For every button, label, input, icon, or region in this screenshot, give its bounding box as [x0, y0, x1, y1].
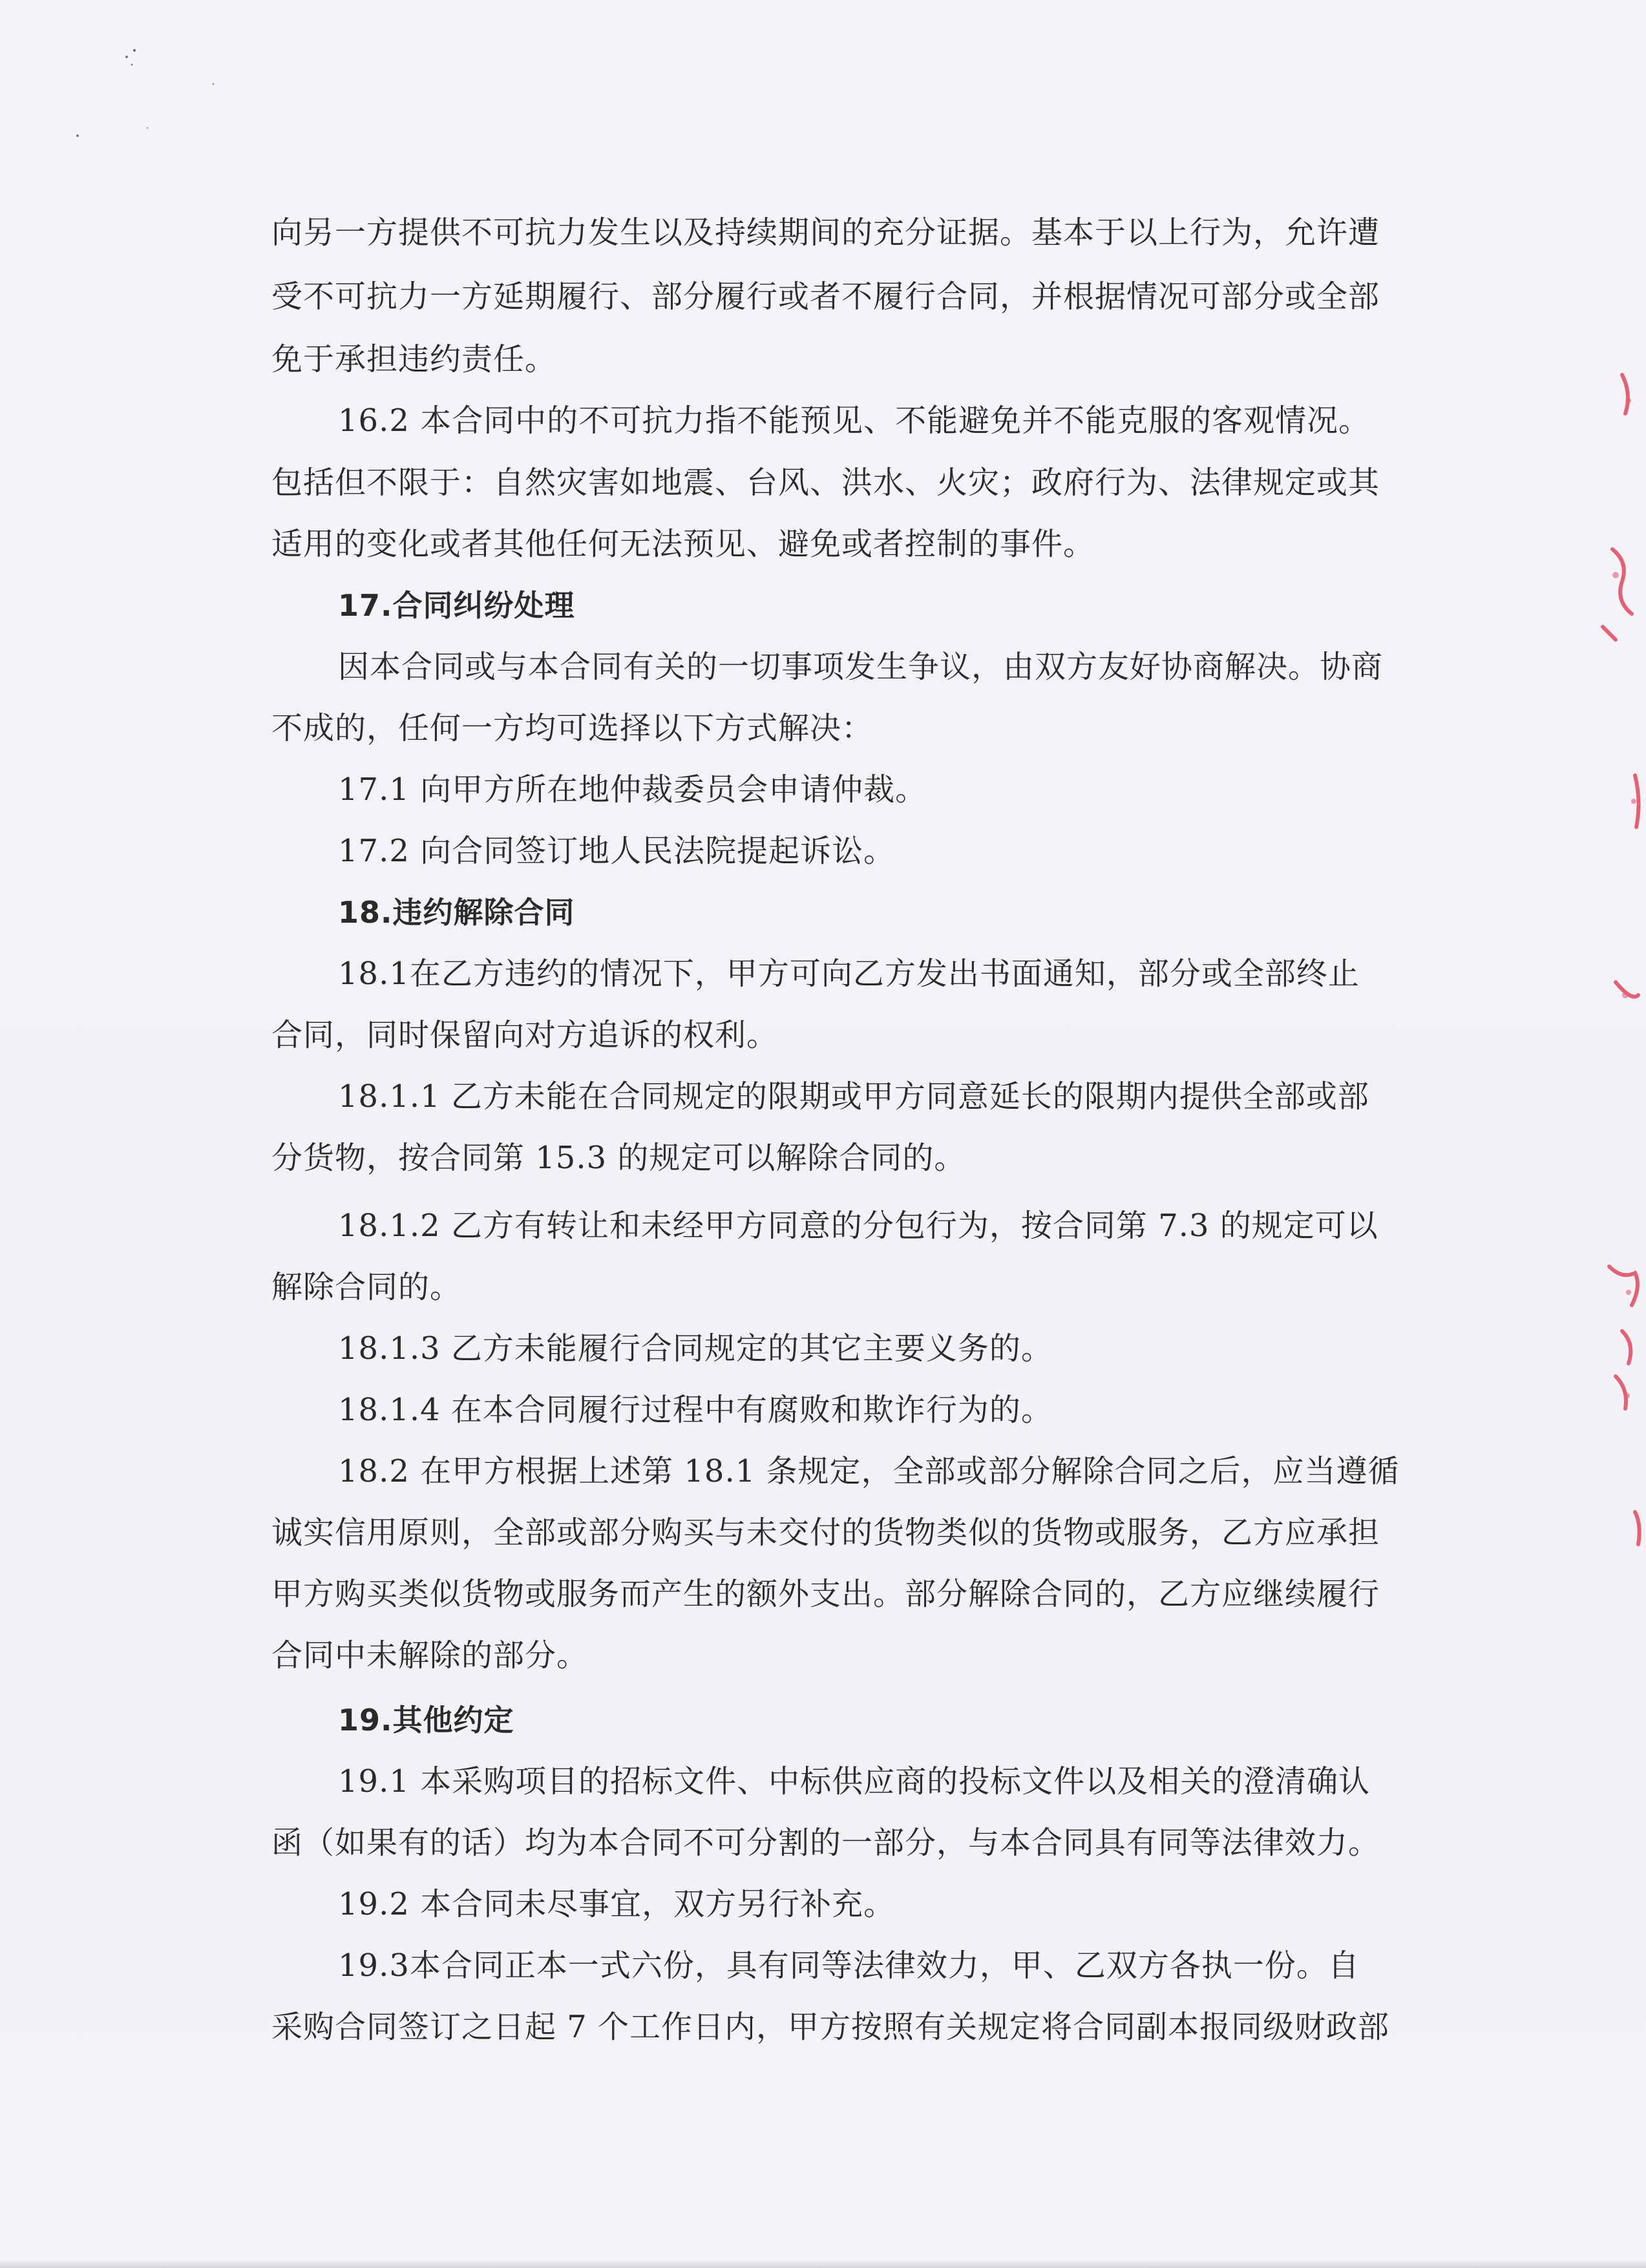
- text-line: 受不可抗力一方延期履行、部分履行或者不履行合同，并根据情况可部分或全部: [271, 278, 1380, 315]
- text-line: 18.1.1 乙方未能在合同规定的限期或甲方同意延长的限期内提供全部或部: [338, 1078, 1369, 1115]
- section-heading: 17.合同纠纷处理: [338, 588, 575, 623]
- text-line: 合同，同时保留向对方追诉的权利。: [271, 1017, 779, 1053]
- text-line: 解除合同的。: [271, 1269, 462, 1305]
- text-line: 因本合同或与本合同有关的一切事项发生争议，由双方友好协商解决。协商: [338, 649, 1384, 685]
- text-line: 分货物，按合同第 15.3 的规定可以解除合同的。: [271, 1140, 966, 1176]
- text-line: 适用的变化或者其他任何无法预见、避免或者控制的事件。: [271, 526, 1095, 562]
- text-line: 18.1在乙方违约的情况下，甲方可向乙方发出书面通知，部分或全部终止: [338, 956, 1360, 992]
- section-heading: 18.违约解除合同: [338, 895, 575, 930]
- text-line: 函（如果有的话）均为本合同不可分割的一部分，与本合同具有同等法律效力。: [271, 1825, 1380, 1861]
- text-line: 合同中未解除的部分。: [271, 1637, 589, 1674]
- seal-stamp-icon: [1577, 336, 1646, 1564]
- text-line: 18.1.2 乙方有转让和未经甲方同意的分包行为，按合同第 7.3 的规定可以: [338, 1208, 1378, 1244]
- text-line: 免于承担违约责任。: [271, 341, 557, 377]
- text-line: 不成的，任何一方均可选择以下方式解决：: [271, 710, 874, 746]
- scan-specks: [65, 39, 233, 168]
- text-line: 向另一方提供不可抗力发生以及持续期间的充分证据。基本于以上行为，允许遭: [271, 215, 1380, 251]
- scan-bottom-edge: [0, 2260, 1646, 2268]
- text-line: 采购合同签订之日起 7 个工作日内，甲方按照有关规定将合同副本报同级财政部: [271, 2009, 1390, 2045]
- text-line: 19.2 本合同未尽事宜，双方另行补充。: [338, 1886, 896, 1922]
- section-heading: 19.其他约定: [338, 1703, 514, 1738]
- text-line: 19.3本合同正本一式六份，具有同等法律效力，甲、乙双方各执一份。自: [338, 1948, 1360, 1984]
- text-line: 诚实信用原则，全部或部分购买与未交付的货物类似的货物或服务，乙方应承担: [271, 1515, 1380, 1551]
- text-line: 18.1.3 乙方未能履行合同规定的其它主要义务的。: [338, 1330, 1053, 1367]
- text-line: 包括但不限于：自然灾害如地震、台风、洪水、火灾；政府行为、法律规定或其: [271, 465, 1380, 501]
- text-line: 17.2 向合同签订地人民法院提起诉讼。: [338, 833, 896, 869]
- text-line: 18.1.4 在本合同履行过程中有腐败和欺诈行为的。: [338, 1392, 1053, 1428]
- text-line: 19.1 本采购项目的招标文件、中标供应商的投标文件以及相关的澄清确认: [338, 1763, 1371, 1800]
- text-line: 17.1 向甲方所在地仲裁委员会申请仲裁。: [338, 772, 927, 808]
- text-line: 16.2 本合同中的不可抗力指不能预见、不能避免并不能克服的客观情况。: [338, 403, 1371, 439]
- text-line: 18.2 在甲方根据上述第 18.1 条规定，全部或部分解除合同之后，应当遵循: [338, 1453, 1400, 1489]
- text-line: 甲方购买类似货物或服务而产生的额外支出。部分解除合同的，乙方应继续履行: [271, 1576, 1380, 1612]
